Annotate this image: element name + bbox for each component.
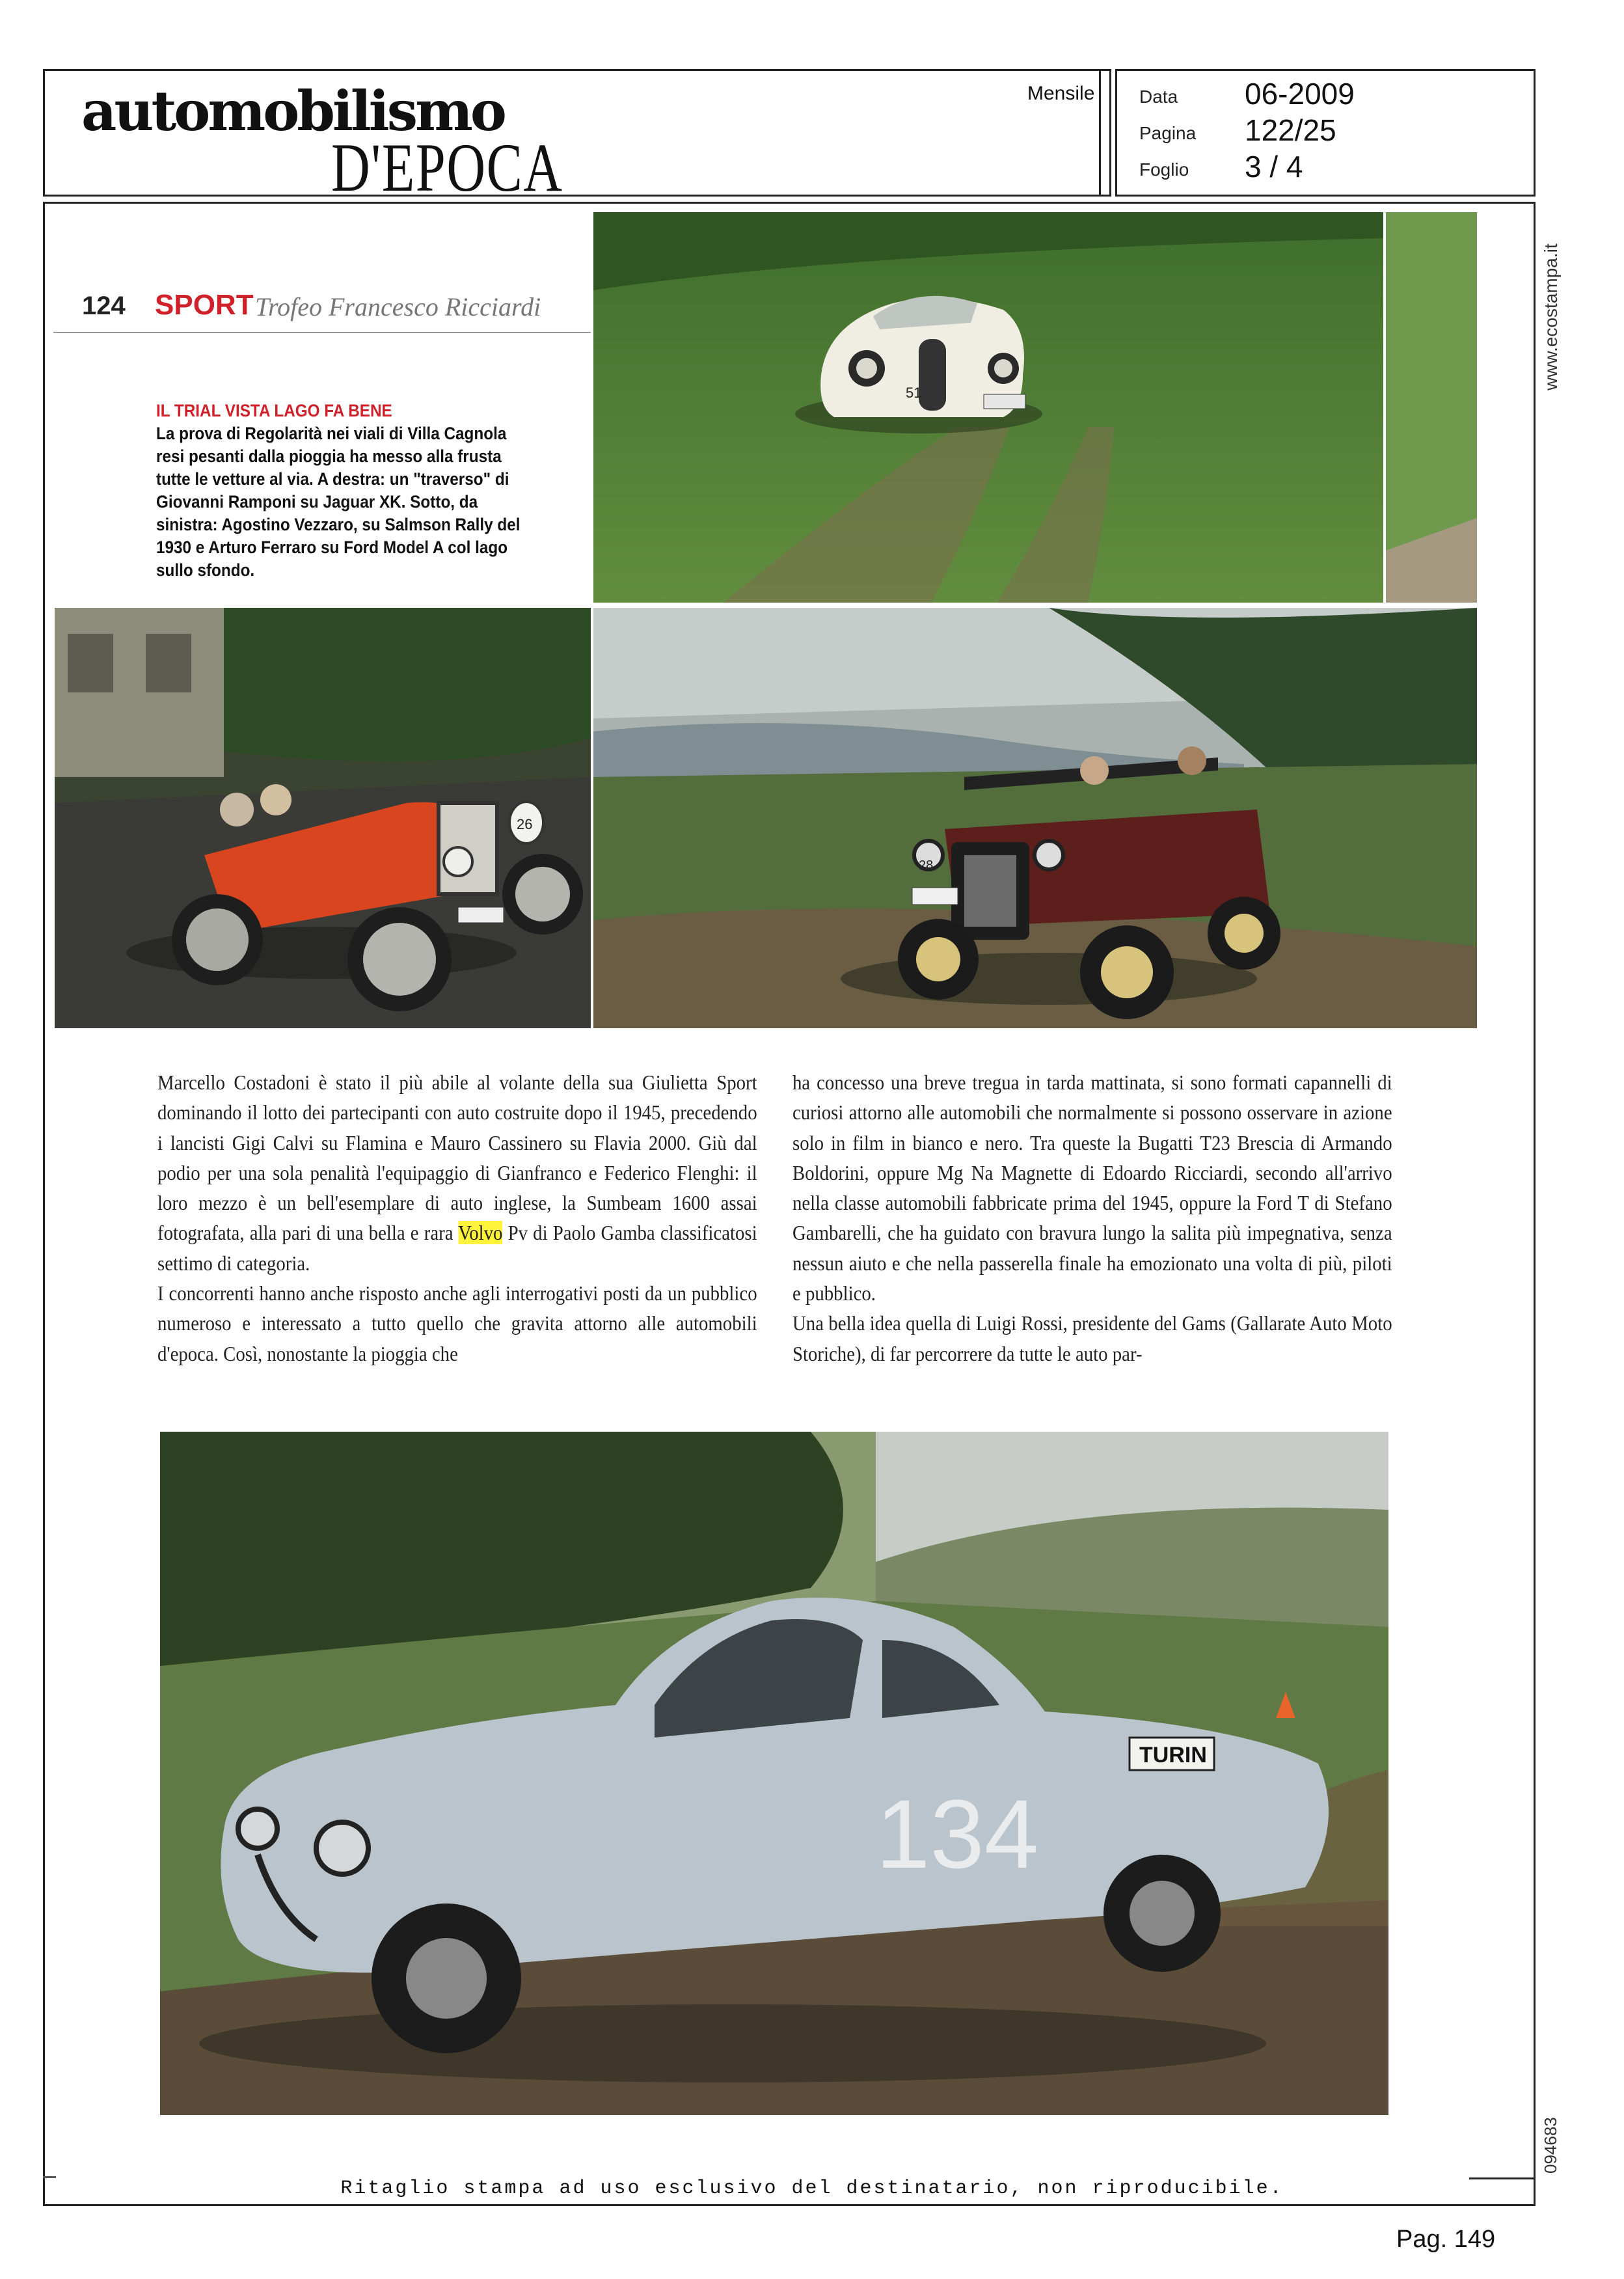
caption-text: La prova di Regolarità nei viali di Villa Cagnola resi pesanti dalla pioggia ha messo alla frusta tutte le vetture al via. A destra: un "traverso" di Giovanni Ramponi su Jaguar XK. Sotto, da sinistra: Agostino Vezzaro, su Salmson Rally del 1930 e Arturo Ferraro su Ford Model A col lago sullo sfondo. [156,424,521,580]
side-website: www.ecostampa.it [1541,243,1561,390]
magazine-page-number: 124 [82,292,126,320]
caption-title: IL TRIAL VISTA LAGO FA BENE [156,401,392,420]
article-paragraph: I concorrenti hanno anche risposto anche agli interrogativi posti da un pubblico numeroso e interessato a tutto quello che gravita attorno alle automobili d'epoca. Così, nonostante la pioggia che [157,1281,757,1365]
photo-caption [156,400,537,582]
photo-ford-model-a [593,608,1477,1028]
giulietta-race-number: 134 [876,1779,1039,1889]
salmson-race-number: 26 [517,816,533,832]
article-column-right [792,1067,1392,1369]
side-code: 094683 [1541,2117,1560,2174]
photo-jaguar-xk [593,212,1383,603]
photo-giulietta-134 [160,1432,1388,2115]
date-label: Data [1139,87,1178,107]
jaguar-race-number: 51 [906,385,922,401]
article-paragraph: Una bella idea quella di Luigi Rossi, presidente del Gams (Gallarate Auto Moto Storiche), di far percorrere da tutte le auto par- [792,1311,1392,1365]
ford-race-number: 28 [919,858,934,873]
article-paragraph: ha concesso una breve tregua in tarda mattinata, si sono formati capannelli di curiosi attorno alle automobili che normalmente si possono osservare in azione solo in film in bianco e nero. Tra queste la Bugatti T23 Brescia di Armando Boldorini, oppure Mg Na Magnette di Edoardo Ricciardi, secondo all'arrivo nella classe automobili fabbricate prima del 1945, oppure la Ford T di Stefano Gambarelli, che ha guidato con bravura lungo la salita più impegnativa, senza nessun aiuto e che nella passerella finale ha emozionato una volta di più, piloti e pubblico. [792,1071,1392,1305]
sheet-label: Foglio [1139,159,1189,180]
publication-meta [1115,69,1536,197]
sheet-value: 3 / 4 [1245,150,1303,184]
page-label: Pagina [1139,123,1197,143]
section-subtitle: Trofeo Francesco Ricciardi [255,292,541,321]
section-category: SPORT [155,289,254,321]
page-value: 122/25 [1245,113,1336,147]
frequency-label: Mensile [1027,83,1095,104]
article-paragraph: Marcello Costadoni è stato il più abile al volante della sua Giulietta Sport dominando il lotto dei partecipanti con auto costruite dopo il 1945, precedendo i lancisti Gigi Calvi su Flamina e Mauro Cassinero su Flavia 2000. Giù dal podio per una sola penalità l'equipaggio di Gianfranco e Federico Flenghi: il loro mezzo è un bell'esemplare di auto inglese, la Sumbeam 1600 assai fotografata, alla pari di una bella e rara Volvo Pv di Paolo Gamba classificatosi settimo di categoria. [157,1071,757,1275]
title-rule [53,332,591,333]
logo-depoca: D'EPOCA [331,130,563,206]
date-value: 06-2009 [1245,77,1355,111]
logo-automobilismo: automobilismo [81,79,504,143]
turin-sign: TURIN [1139,1743,1207,1767]
article-column-left [157,1067,757,1369]
masthead-box [43,69,1111,206]
photo-salmson-rally [55,608,591,1028]
clipping-page-number: Pag. 149 [1396,2226,1496,2253]
photo-grass-strip [1386,212,1477,603]
reproduction-notice: Ritaglio stampa ad uso esclusivo del destinatario, non riproducibile. [340,2177,1284,2200]
highlighted-word: Volvo [458,1221,503,1245]
